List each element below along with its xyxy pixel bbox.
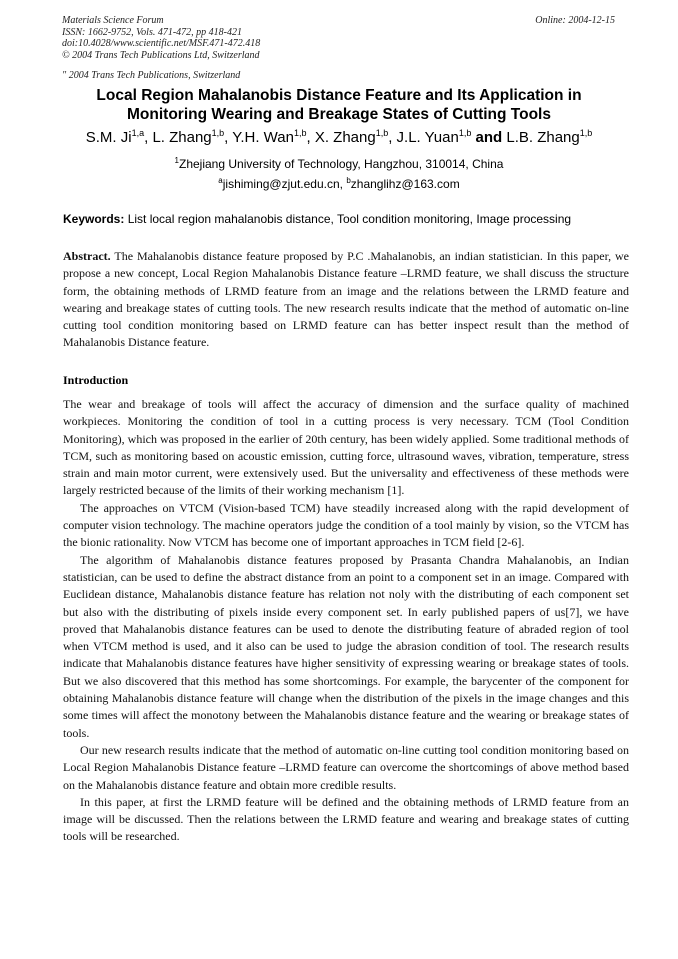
intro-paragraph: In this paper, at first the LRMD feature will be defined and the obtaining methods of LRMD feature from an image will be discussed. Then the relations between the LRMD feature and wearing and breakage states of cutting tools will be researched. [63, 794, 629, 844]
affiliation [40, 157, 638, 171]
author-affil-sup: 1,b [211, 128, 225, 138]
author-name: L.B. Zhang [506, 129, 580, 146]
publication-header [62, 15, 382, 61]
email-sup-a: a [218, 176, 223, 185]
abstract [63, 248, 629, 352]
author-name: L. Zhang [152, 129, 212, 146]
author-separator: , [224, 129, 233, 146]
author-name: J.L. Yuan [396, 129, 459, 146]
affiliation-sup: 1 [174, 156, 179, 165]
abstract-paragraph [63, 248, 629, 352]
intro-paragraph: The approaches on VTCM (Vision-based TCM) have steadily increased along with the rapid development of computer vision technology. The machine operators judge the condition of a tool mainly by vision, so the VTCM has the bionic rationality. Now VTCM has become one of important approaches in TCM field [2-6]. [63, 500, 629, 550]
email-b: zhanglihz@163.com [350, 177, 460, 191]
keywords [63, 212, 623, 226]
author-separator: , [306, 129, 315, 146]
author-affil-sup: 1,b [579, 128, 593, 138]
author-conjunction: and [475, 129, 503, 146]
copyright-line-2: " 2004 Trans Tech Publications, Switzerland [62, 70, 241, 81]
author-separator: , [388, 129, 397, 146]
author-affil-sup: 1,b [458, 128, 472, 138]
author-affil-sup: 1,a [131, 128, 145, 138]
email-sup-b: b [346, 176, 351, 185]
keywords-text: List local region mahalanobis distance, Tool condition monitoring, Image processing [127, 212, 572, 226]
author-name: Y.H. Wan [232, 129, 294, 146]
keywords-label: Keywords: [63, 212, 125, 226]
affiliation-text: Zhejiang University of Technology, Hangzhou, 310014, China [179, 157, 504, 171]
copyright-line: © 2004 Trans Tech Publications Ltd, Switzerland [62, 49, 260, 61]
author-affil-sup: 1,b [293, 128, 307, 138]
introduction-body [63, 396, 629, 846]
author-list [30, 128, 648, 148]
intro-paragraph: The algorithm of Mahalanobis distance features proposed by Prasanta Chandra Mahalanobis, an Indian statistician, can be used to define the abstract distance from an point to a component set in an image. Compared with Euclidean distance, Mahalanobis distance feature has relation not noly with the distributing of each component set but also with the distributing of pixels inside every component set. In early published papers of us[7], we have proved that Mahalanobis distance features can be used to denote the distributing feature of abraded region of tool when VTCM method is used, and it also can be used to judge the abrasion condition of tool. The research results indicate that Mahalanobis distance features have higher sensitivity of expressing wearing or breakage states of tools. But we also discovered that this method has some shortcomings. For example, the barycenter of the component for obtaining Mahalanobis distance feature will change when the distribution of the pixels in the image changes and this some times will affect the monotony between the Mahalanobis distance feature and the wearing or breakage states of tools. [63, 552, 629, 740]
doi-line: doi:10.4028/www.scientific.net/MSF.471-472.418 [62, 38, 261, 49]
section-heading-introduction: Introduction [63, 373, 129, 387]
author-name: S.M. Ji [85, 129, 132, 146]
author-name: X. Zhang [314, 129, 376, 146]
author-emails [40, 177, 638, 191]
online-date: Online: 2004-12-15 [535, 15, 615, 26]
email-a: jishiming@zjut.edu.cn, [222, 177, 343, 191]
issn-line: ISSN: 1662-9752, Vols. 471-472, pp 418-421 [62, 26, 242, 38]
abstract-label: Abstract. [63, 249, 111, 263]
journal-name: Materials Science Forum [62, 15, 164, 26]
paper-title: Local Region Mahalanobis Distance Feature and Its Application in Monitoring Wearing and Breakage States of Cutting Tools [96, 87, 582, 123]
author-affil-sup: 1,b [375, 128, 389, 138]
author-separator: , [144, 129, 153, 146]
intro-paragraph: Our new research results indicate that the method of automatic on-line cutting tool condition monitoring based on Local Region Mahalanobis Distance feature –LRMD feature can overcome the shortcomings of above method based on the Mahalanobis distance feature and obtain more credible results. [63, 742, 629, 792]
abstract-text: The Mahalanobis distance feature proposed by P.C .Mahalanobis, an indian statistician. In this paper, we propose a new concept, Local Region Mahalanobis Distance feature –LRMD feature, we shall discuss the structure form, the obtaining methods of LRMD feature from an image and the relations between the LRMD feature and wearing and breakage states of cutting tools. The new research results indicate that the method of automatic on-line cutting tool condition monitoring based on LRMD feature can has better inspect result than the method of Mahalanobis Distance feature. [63, 249, 629, 350]
intro-paragraph: The wear and breakage of tools will affect the accuracy of dimension and the surface quality of machined workpieces. Monitoring the condition of tool in a cutting process is very necessary. TCM (Tool Condition Monitoring), which was proposed in the earlier of 20th century, has been widely applied. Some traditional methods of TCM, such as monitoring based on acoustic emission, cutting force, ultrasound waves, vibration, temperature, stress strain and main motor current, were extensively used. But the universality and effectiveness of these methods were largely restricted because of the limits of their working mechanism [1]. [63, 397, 629, 498]
